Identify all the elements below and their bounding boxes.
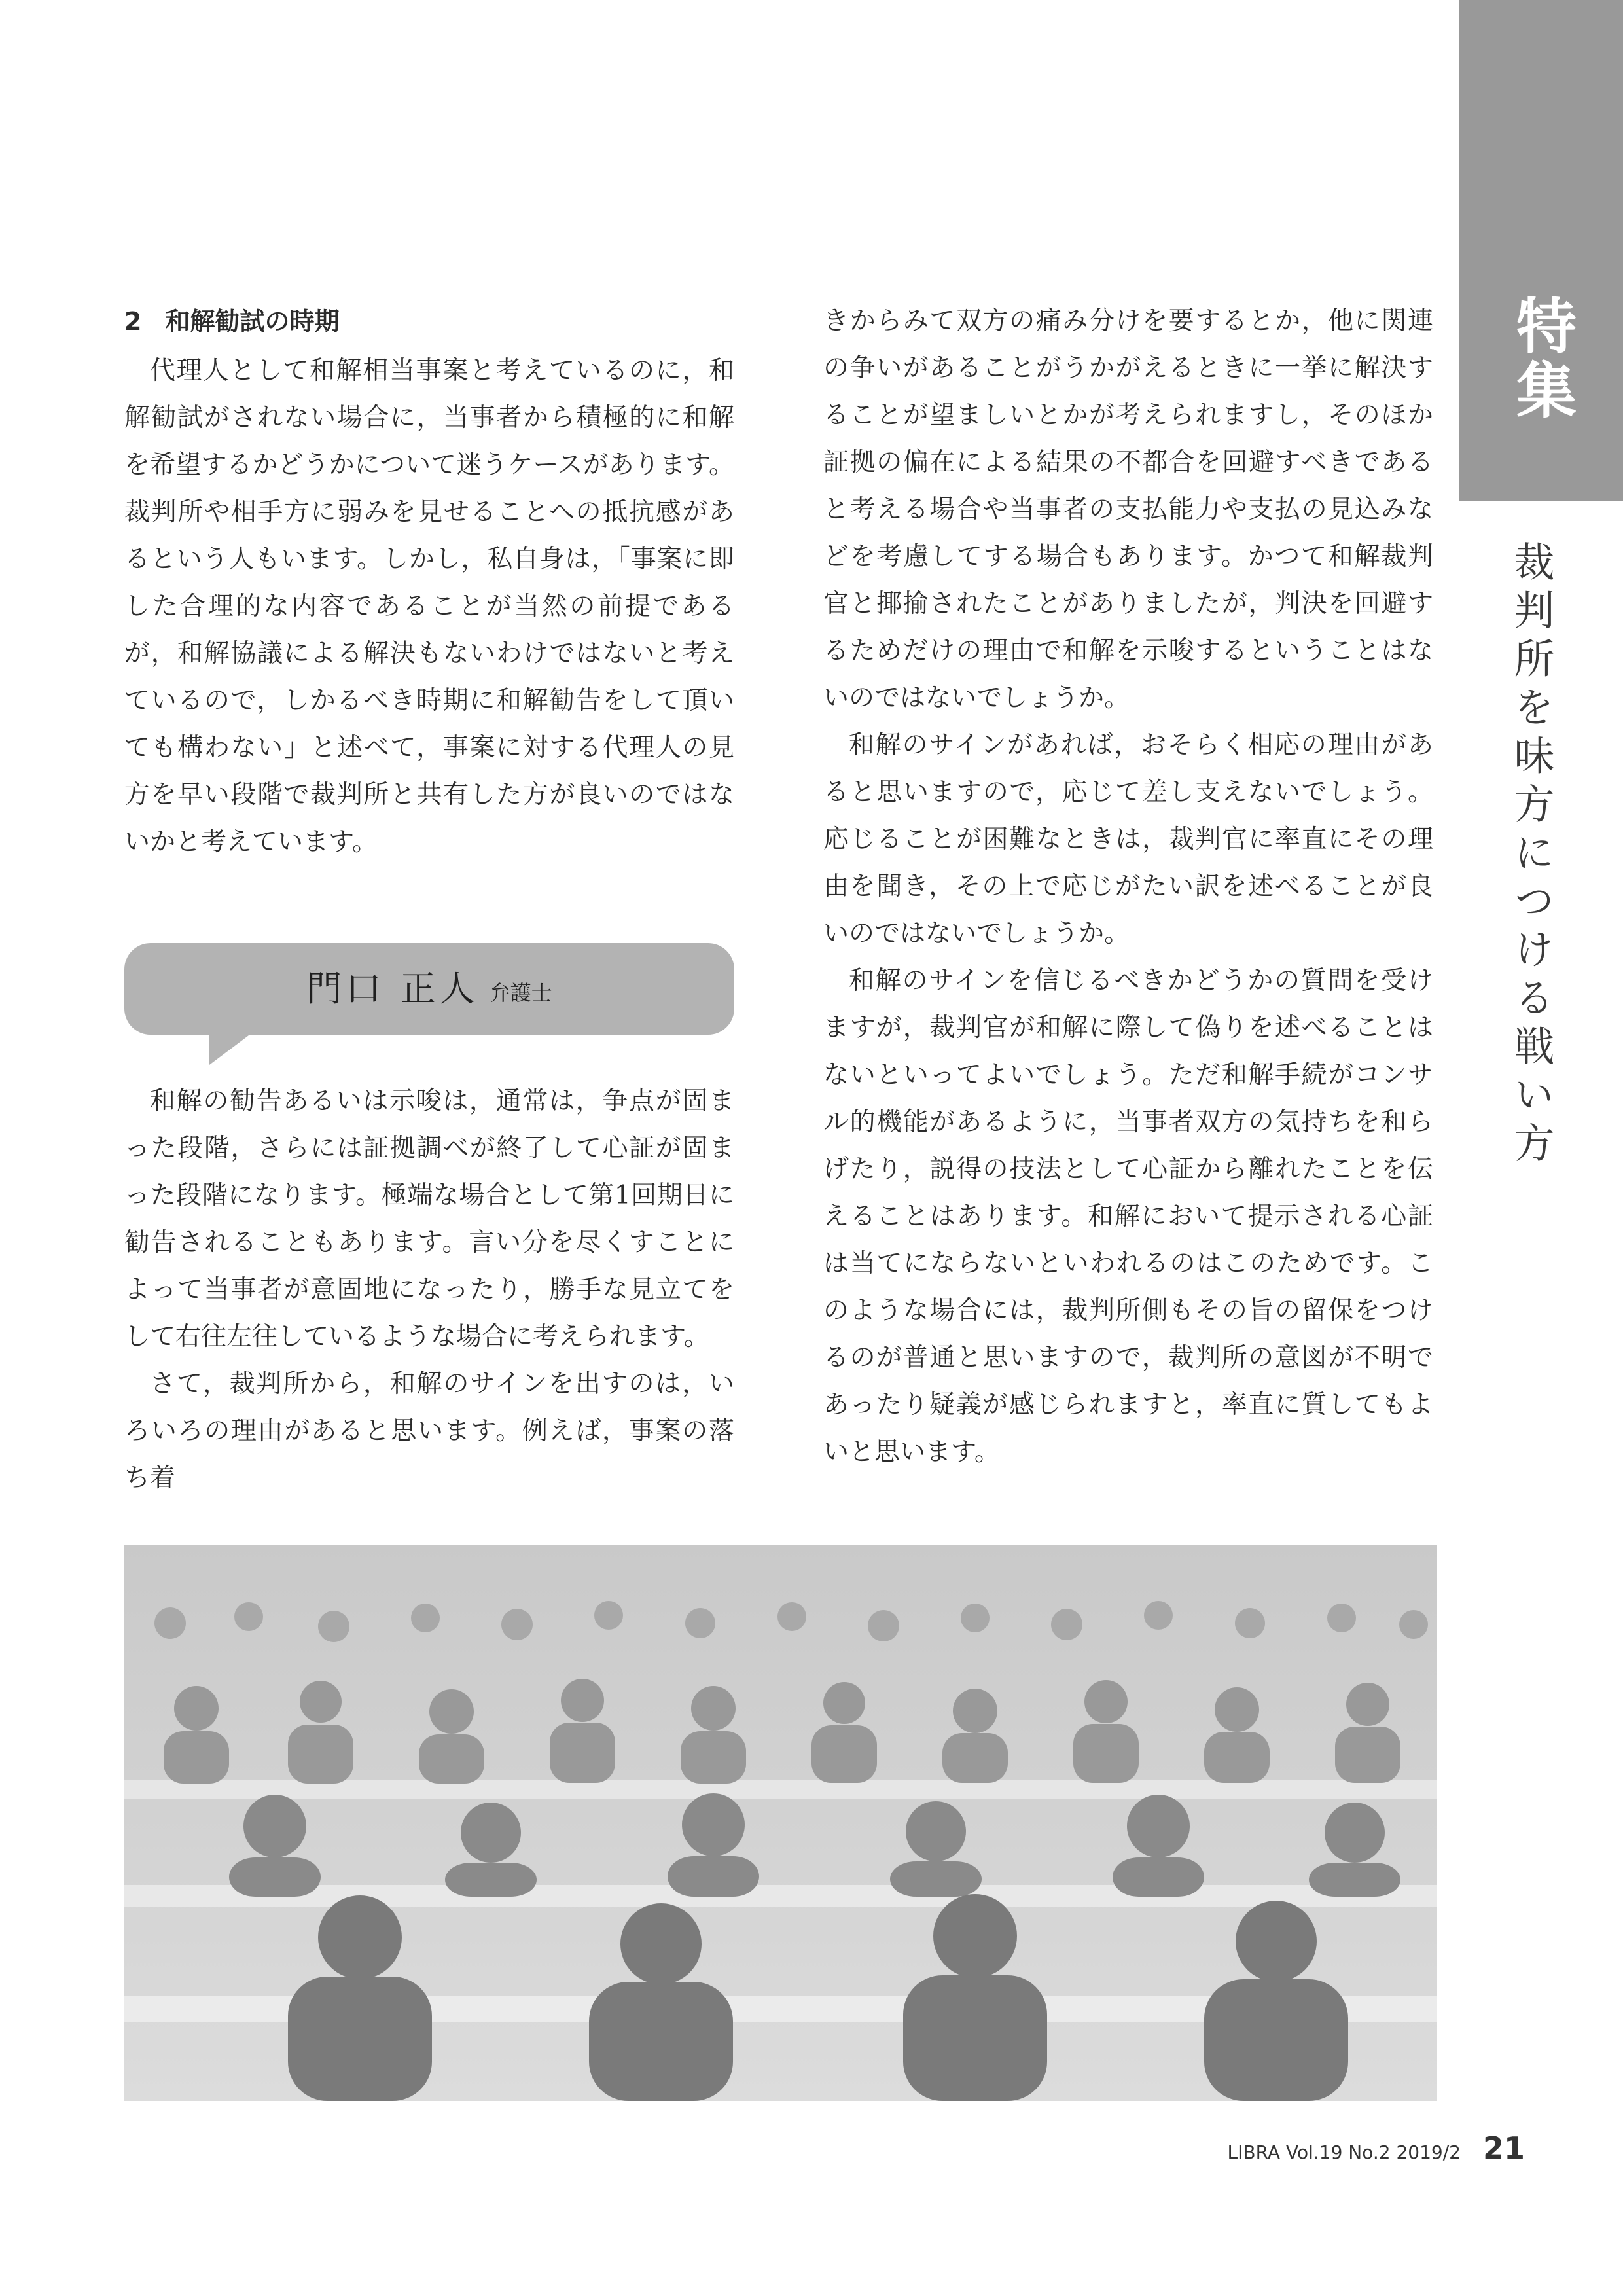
speaker-name: 門口 正人 <box>306 968 479 1009</box>
section-title: 和解勧試の時期 <box>165 307 340 336</box>
page-footer <box>1228 2130 1525 2166</box>
audience-illustration <box>124 1545 1437 2101</box>
page-number: 21 <box>1482 2130 1525 2166</box>
right-column <box>823 298 1433 1476</box>
speaker-bubble <box>124 943 734 1035</box>
left-column <box>124 298 734 1502</box>
paragraph: 和解の勧告あるいは示唆は，通常は，争点が固まった段階，さらには証拠調べが終了して心証が固まった段階になります。極端な場合として第1回期日に勧告されることもあります。言い分を尽くすことによって当事者が意固地になったり，勝手な見立てをして右往左往しているような場合に考えられます。 <box>124 1086 734 1352</box>
paragraph: 和解のサインを信じるべきかどうかの質問を受けますが，裁判官が和解に際して偽りを述べることはないといってよいでしょう。ただ和解手続がコンサル的機能があるように，当事者双方の気持ちを和らげたり，説得の技法として心証から離れたことを伝えることはあります。和解において提示される心証は当てにならないといわれるのはこのためです。このような場合には，裁判所側もその旨の留保をつけるのが普通と思いますので，裁判所の意図が不明であったり疑義が感じられますと，率直に質してもよいと思います。 <box>823 966 1433 1467</box>
paragraph: 和解のサインがあれば，おそらく相応の理由があると思いますので，応じて差し支えないでしょう。応じることが困難なときは，裁判官に率直にその理由を聞き，その上で応じがたい訳を述べることが良いのではないでしょうか。 <box>823 730 1433 948</box>
section-heading <box>124 298 734 345</box>
feature-tab <box>1459 0 1623 501</box>
paragraph: さて，裁判所から，和解のサインを出すのは，いろいろの理由があると思います。例えば，事案の落ち着 <box>124 1369 734 1493</box>
speaker-title: 弁護士 <box>489 980 552 1005</box>
desk-row <box>124 1885 1437 1907</box>
series-title: 裁判所を味方につける戦い方 <box>1507 541 1555 1170</box>
feature-tab-label: 特集 <box>1507 295 1577 423</box>
paragraph: 代理人として和解相当事案と考えているのに，和解勧試がされない場合に，当事者から積極的に和解を希望するかどうかについて迷うケースがあります。裁判所や相手方に弱みを見せることへの抵抗感があるという人もいます。しかし，私自身は，「事案に即した合理的な内容であることが当然の前提であるが，和解協議による解決もないわけではないと考えているので，しかるべき時期に和解勧告をして頂いても構わない」と述べて，事案に対する代理人の見方を早い段階で裁判所と共有した方が良いのではないかと考えています。 <box>124 356 734 857</box>
paragraph-continued: きからみて双方の痛み分けを要するとか，他に関連の争いがあることがうかがえるときに一挙に解決することが望ましいとかが考えられますし，そのほか証拠の偏在による結果の不都合を回避すべきであると考える場合や当事者の支払能力や支払の見込みなどを考慮してする場合もあります。かつて和解裁判官と揶揄されたことがありましたが，判決を回避するためだけの理由で和解を示唆するということはないのではないでしょうか。 <box>823 306 1433 713</box>
bubble-tail <box>209 1033 251 1065</box>
section-number: 2 <box>124 307 142 336</box>
audience-photo <box>124 1545 1437 2101</box>
speaker-text <box>124 1078 734 1502</box>
magazine-info: LIBRA Vol.19 No.2 2019/2 <box>1227 2142 1461 2163</box>
